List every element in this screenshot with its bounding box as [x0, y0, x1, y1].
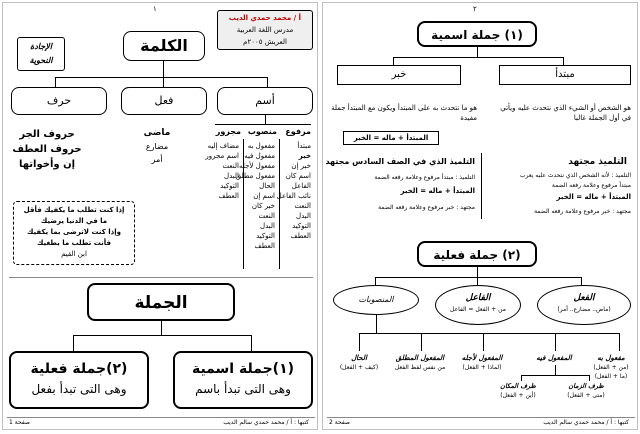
mansoob-list [235, 141, 275, 251]
mansoob-sub: (كيف + الفعل) [339, 364, 379, 371]
verbal-title: (٢)جملة فعلية [30, 361, 128, 377]
nominal-sentence-box [173, 351, 313, 409]
fil-label: الفعل [573, 293, 595, 303]
fil-sub: (ماض.. مضارع.. أمر) [557, 306, 611, 313]
fil-oval [537, 285, 631, 325]
page-number: ١ [153, 5, 157, 13]
example1-line: التلميذ : لأنه الشخص الذي نتحدث عليه يعرب [519, 172, 631, 179]
verbal-sentence-box [9, 351, 149, 409]
poem-line: إذا كنت تطلب ما يكفيك فأقل [23, 206, 125, 214]
mafool-bih [587, 353, 635, 381]
faail-oval [435, 285, 521, 325]
majroor-item: البدل [224, 172, 239, 180]
mansoob-item: النعت [258, 212, 275, 220]
mafool-mutlaq [391, 353, 449, 372]
harf-box: حرف [11, 87, 107, 115]
majroor-item: اسم مجرور [205, 152, 239, 160]
mansoob-label: الحال [351, 354, 367, 362]
zarf-makan-sub: (أين + الفعل) [500, 392, 536, 399]
harf-item: حروف العطف [12, 144, 82, 155]
verbal-desc: وهى التى تبدأ بفعل [31, 382, 127, 396]
majroor-item: العطف [218, 192, 239, 200]
marfoo-item: اسم كان [285, 172, 311, 180]
left-page [2, 2, 318, 430]
mansoob-label: المفعول فيه [536, 354, 572, 362]
marfoo-item: مبتدأ [297, 142, 311, 150]
mansoob-item: البدل [260, 222, 275, 230]
zarf-makan [493, 381, 543, 400]
marfoo-label: مرفوع [285, 127, 311, 136]
fil-box: فعل [121, 87, 207, 115]
footer-page: صفحة 2 [329, 419, 350, 426]
mansoob-sub: من نفس لفظ الفعل [394, 364, 446, 371]
poem-line: وإذا كنت لاترضى بما يكفيك [27, 228, 121, 236]
poem-line: ما في الدنيا يرضيك [40, 217, 108, 225]
mansoob-item: اسم إن [253, 192, 275, 200]
mubtada-definition: هو الشخص أو الشيء الذي نتحدث عليه ويأتي في أول الجملة غالبا [500, 104, 631, 122]
fil-item: مضارع [145, 142, 169, 151]
marfoo-item: خبر [298, 152, 311, 160]
fil-list [127, 127, 187, 166]
word-title: الكلمة [123, 31, 205, 61]
mafool-liajlih [455, 353, 509, 372]
poem-author: ابن القيم [61, 250, 87, 258]
marfoo-item: التوكيد [292, 222, 311, 230]
poem-line: فأنت تطلب ما يطغيك [36, 239, 111, 247]
nominal-desc: وهى التى تبدأ باسم [195, 382, 291, 396]
teacher-name: أ / محمد حمدي الديب [228, 14, 302, 22]
harf-item: حروف الجر [19, 129, 75, 140]
example2-line: مجتهد : خبر مرفوع وعلامة رفعه الضمة [378, 204, 475, 211]
harf-item: إن وأخواتها [18, 159, 76, 170]
marfoo-item: خبر إن [291, 162, 311, 170]
example2-line: المبتدأ + ماله = الخبر [400, 187, 475, 195]
majroor-list [205, 141, 239, 201]
example1-line: المبتدأ + ماله = الخبر [556, 193, 631, 201]
marfoo-item: البدل [296, 212, 311, 220]
mafool-fih [527, 353, 581, 363]
mansoob-sub: (ما + الفعل) [594, 373, 628, 380]
verbal-title: (٢) جملة فعلية [417, 241, 537, 267]
footer-author: كتبها : أ / محمد حمدي سالم الديب [543, 419, 629, 426]
mansoob-item: مفعول فيه [244, 152, 275, 160]
fil-item: ماضى [143, 128, 171, 138]
harf-list [5, 127, 89, 172]
khabar-definition: هو ما نتحدث به على المبتدأ ويكون مع المبتدأ جملة مفيدة [331, 104, 477, 122]
answer-badge: الإجادة النحوية [17, 37, 65, 71]
teacher-place: العريش ٢٠٠٥م [243, 38, 287, 46]
ism-box: أسم [217, 87, 313, 115]
fil-item: أمر [151, 155, 163, 164]
marfoo-list [276, 141, 311, 241]
majroor-label: مجرور [215, 127, 241, 136]
mansoob-item: العطف [254, 242, 275, 250]
mansoobat-oval: المنصوبات [333, 285, 419, 315]
zarf-zaman-sub: (متى + الفعل) [567, 392, 605, 399]
faail-label: الفاعل [465, 293, 491, 303]
marfoo-item: الفاعل [291, 182, 311, 190]
mansoob-item: مفعول به [247, 142, 275, 150]
mansoob-item: مفعول مطلق [235, 172, 275, 180]
teacher-role: مدرس اللغة العربية [236, 26, 294, 34]
mansoob-item: التوكيد [256, 232, 275, 240]
mansoob-item: الحال [259, 182, 275, 190]
formula-box: المبتدأ + ماله = الخبر [343, 131, 439, 145]
hal [333, 353, 385, 372]
poem-box [13, 201, 135, 265]
page-number: ٢ [473, 5, 477, 13]
example1-title: التلميذ مجتهد [568, 157, 627, 167]
mansoob-label: مفعول به [597, 354, 625, 362]
majroor-item: مضاف إليه [207, 142, 239, 150]
khabar-box: خبر [337, 65, 461, 85]
nominal-title: (١)جملة اسمية [191, 361, 295, 377]
mansoob-item: مفعول لأجله [239, 162, 275, 170]
majroor-item: النعت [222, 162, 239, 170]
example2-line: التلميذ : مبتدأ مرفوع وعلامة رفعه الضمة [374, 174, 475, 181]
nominal-title: (١) جملة اسمية [417, 21, 537, 47]
sentence-title: الجملة [87, 283, 235, 321]
marfoo-item: النعت [294, 202, 311, 210]
faail-sub: من + الفعل = الفاعل [450, 306, 506, 313]
mansoob-sub: (لماذا + الفعل) [462, 364, 502, 371]
majroor-item: التوكيد [220, 182, 239, 190]
mubtada-box: مبتدأ [499, 65, 631, 85]
teacher-box [217, 10, 313, 50]
right-page [322, 2, 638, 430]
example1-line: مبتدأ مرفوع وعلامة رفعه الضمة [551, 182, 631, 189]
mansoob-sub: (من + الفعل) [593, 364, 629, 371]
mansoob-item: خبر كان [251, 202, 275, 210]
mansoob-label: منصوب [247, 127, 277, 136]
marfoo-item: نائب الفاعل [276, 192, 311, 200]
example1-line: مجتهد : خبر مرفوع وعلامة رفعه الضمة [534, 208, 631, 215]
zarf-zaman [561, 381, 611, 400]
mansoob-label: المفعول لأجله [461, 354, 503, 362]
mansoob-label: المفعول المطلق [395, 354, 445, 362]
footer-author: كتبها : أ / محمد حمدي سالم الديب [223, 419, 309, 426]
marfoo-item: العطف [290, 232, 311, 240]
zarf-zaman-label: ظرف الزمان [568, 382, 604, 390]
zarf-makan-label: ظرف المكان [500, 382, 536, 390]
example2-title: التلميذ الذي في الصف السادس مجتهد [325, 157, 475, 166]
footer-page: صفحة 1 [9, 419, 30, 426]
